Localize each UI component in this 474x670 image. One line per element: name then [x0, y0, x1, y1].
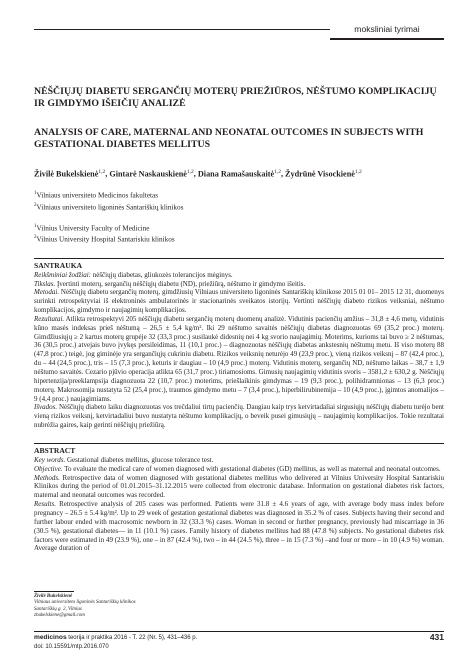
correspondence-email[interactable]: zbukelskiene@gmail.com	[34, 613, 85, 619]
footer-rule	[34, 631, 444, 632]
santrauka-heading: SANTRAUKA	[34, 258, 444, 271]
santrauka-keywords	[34, 271, 444, 280]
text: Nėščiųjų diabeto laiku diagnozuotas vos trečdaliui tirtų pacienčių. Daugiau kaip trys ketvirtadaliai sirgusiųjų nėščiųjų diabetu turėjo bent vieną rizikos veiksnį, ketvirtadaliui buvo nustatyta nėštumo komplikacijų, o beveik pusei gimusiųjų – naujagimių komplikacijos. Tokie rezultatai nubrėžia gaires, kaip gerinti nėščiųjų priežiūrą.	[34, 403, 444, 430]
author-name: Gintarė Naskauskienė	[109, 169, 187, 179]
abstract-keywords	[34, 456, 444, 465]
santrauka-goal	[34, 280, 444, 289]
correspondence-block	[34, 594, 184, 620]
label: Tikslas.	[34, 279, 56, 288]
label: Reikšminiai žodžiai:	[34, 270, 91, 279]
journal-info: teorija ir praktika 2016 - T. 22 (Nr. 5), 431–436 p.	[66, 635, 198, 641]
affiliation-text: Vilniaus universiteto Medicinos fakultetas	[36, 191, 159, 200]
author-affiliation-mark: 1,2	[274, 168, 281, 175]
title-lithuanian: NĖŠČIŲJŲ DIABETU SERGANČIŲ MOTERŲ PRIEŽIŪROS, NĖŠTUMO KOMPLIKACIJŲ IR GIMDYMO IŠEIČIŲ ANALIZĖ	[34, 86, 437, 110]
author-affiliation-mark: 1,2	[186, 168, 194, 175]
text: Gestational diabetes mellitus, glucose tolerance test.	[65, 455, 214, 464]
text: Įvertinti moterų, sergančių nėščiųjų diabetu (ND), priežiūrą, nėštumo ir gimdymo išeitis.	[55, 279, 306, 288]
affiliation-mark: 2	[34, 235, 37, 241]
affiliation-text: Vilnius University Faculty of Medicine	[36, 223, 150, 232]
header-rule	[34, 29, 330, 30]
text: nėščiųjų diabetas, gliukozės tolerancijos mėginys.	[90, 270, 233, 279]
author-name: Diana Ramašauskaitė	[197, 169, 275, 179]
author-name: Žydrūnė Visockienė	[285, 169, 355, 179]
correspondence-rule	[34, 591, 74, 592]
spacer	[34, 213, 444, 222]
abstract-objective	[34, 465, 444, 474]
label: Methods.	[34, 473, 60, 482]
santrauka-conclusions	[34, 403, 444, 430]
author-separator: ,	[280, 169, 286, 179]
label: Išvados.	[34, 403, 58, 412]
affiliation-text: Vilniaus universiteto ligoninės Santariškių klinikos	[36, 203, 184, 212]
label: Objective.	[34, 464, 63, 473]
author-list	[34, 167, 444, 180]
affiliation-lt-1	[34, 189, 444, 201]
santrauka-methods	[34, 288, 444, 315]
text: Nėščiųjų diabetu sergančių moterų, gimdžiusių Vilniaus universiteto ligoninės Santariškių klinikose 2015 01 01– 2015 12 31, duomenys surinkti retrospektyviai iš elektroninės ambulatorinės ir stacionarinės sveikatos istorijų. Vertinti nėščiųjų diabeto rizikos veiksniai, nėštumo komplikacijos, gimdymo ir naujagimių komplikacijos.	[34, 288, 444, 315]
article-content	[34, 86, 444, 553]
section-tag: moksliniai tyrimai	[330, 20, 444, 40]
affiliation-mark: 1	[34, 223, 37, 229]
author-affiliation-mark: 1,2	[354, 168, 362, 175]
text: Atlikta retrospektyvi 205 nėščiųjų diabetu sergančių moterų duomenų analizė. Vidutinis pacienčių amžius – 31,8 ± 4,6 metų, vidutinis kūno masės indeksas prieš nėštumą – 26,5 ± 5,4 kg/m². Iki 29 nėštumo savaitės nėščiųjų diabetas diagnozuotas 69 (35,2 proc.) moterų. Gimdžiusiųjų ≥ 2 kartus moterų grupėje 32 (33,3 proc.) susilaukė didesnių nei 4 kg svorio naujagimių. Moterims, kurioms tai buvo ≥ 2 nėštumas, 36 (30,5 proc.) atvejais buvo įvykęs persileidimas, 11 (10,1 proc.) – diagnozuotas nėščiųjų diabetas ankstesnių nėštumų metu. Iš viso moterų 88 (47,8 proc.) teigė, jog giminėje yra sergančiųjų cukriniu diabetu. Rizikos veiksnių neturėjo 49 (23,9 proc.), vieną rizikos veiksnį – 87 (42,4 proc.), du – 44 (24,5 proc.), tris – 15 (7,3 proc.), keturis ir daugiau – 10 (4,9 proc.) moterų. Vidutinis moterų, sergančių ND, nėštumo laikas – 38,7 ± 1,9 nėštumo savaitės. Cezario pjūvio operacija atlikta 65 (31,7 proc.) tiriamosioms. Gimusių naujagimių vidutinis svoris – 3581,2 ± 630,2 g. Nėščiųjų hipertenzija/preeklampsija diagnozuota 22 (10,7 proc.) moterims, priešlaikinis gimdymas – 19 (9,3 proc.), polihidramnionas – 13 (6,3 proc.) moterų. Makrosomija nustatyta 52 (25,4 proc.), traumos gimdymo metu – 7 (3,4 proc.), hiperbilirubinemija – 10 (4,9 proc.), įgimtos anomalijos – 9 (4,4 proc.) naujagimiams.	[34, 314, 444, 403]
abstract-methods	[34, 474, 444, 501]
affiliation-en-1	[34, 222, 444, 234]
correspondence-name: Živilė Bukelskienė	[34, 594, 73, 599]
affiliation-mark: 2	[34, 202, 37, 208]
text: Retrospective analysis of 205 cases was performed. Patients were 31.8 ± 4.6 years of age, with average body mass index before pregnancy – 26.5 ± 5.4 kg/m². Up to 29 week of gestation gestational diabetes was diagnosed in 35.2 % of cases. Subjects having their second and further labour ended with macrosomic newborn in 32 (33.3 %) cases. Woman in second or further pregnancy, previously had miscarriage in 36 (30.5 %), gestational diabetes— in 11 (10.1 %) cases. Family history of diabetes mellitus had 88 (47.8 %) subjects. No gestational diabetes risk factors were estimated in 49 (23.9 %), one – in 87 (42.4 %), two – in 44 (24.5 %), three – in 15 (7.3 %) –and four or more – in 10 (4.9 %) woman. Average duration of	[34, 500, 444, 553]
text: Retrospective data of women diagnosed with gestational diabetes mellitus who delivered at Vilnius University Hospital Santariskiu Klinikos during the period of 01.01.2015–31.12.2015 were collected from electronic database. Information on gestational diabetes risk factors, maternal and neonatal outcomes was recorded.	[34, 473, 444, 500]
page-number: 431	[429, 632, 444, 642]
text: To evaluate the medical care of women diagnosed with gestational diabetes (GD) mellitus, as well as maternal and neonatal outcomes.	[62, 464, 441, 473]
author-name: Živilė Bukelskienė	[34, 169, 99, 179]
santrauka-results	[34, 315, 444, 403]
affiliation-text: Vilnius University Hospital Santariskiu klinikos	[36, 235, 175, 244]
affiliation-en-2	[34, 233, 444, 245]
journal-citation	[34, 634, 197, 642]
correspondence-address-1: Vilniaus universiteto ligoninės Santariškių klinikos	[34, 600, 136, 606]
doi-link[interactable]: doi: 10.15591/mtp.2016.070	[34, 644, 109, 650]
abstract-results	[34, 500, 444, 553]
abstract-heading: ABSTRACT	[34, 443, 444, 456]
label: Results.	[34, 500, 56, 509]
author-separator: ,	[193, 169, 198, 179]
affiliation-mark: 1	[34, 191, 37, 197]
label: Key words.	[34, 455, 66, 464]
author-separator: ,	[105, 169, 110, 179]
correspondence-address-2: Santariškių g. 2, Vilnius	[34, 606, 82, 612]
journal-brand: medicinos	[34, 634, 67, 641]
label: Metodai.	[34, 288, 60, 297]
title-english: ANALYSIS OF CARE, MATERNAL AND NEONATAL OUTCOMES IN SUBJECTS WITH GESTATIONAL DIABETES MELLITUS	[34, 126, 424, 151]
affiliation-lt-2	[34, 201, 444, 213]
author-affiliation-mark: 1,2	[98, 168, 106, 175]
label: Rezultatai.	[34, 314, 65, 323]
